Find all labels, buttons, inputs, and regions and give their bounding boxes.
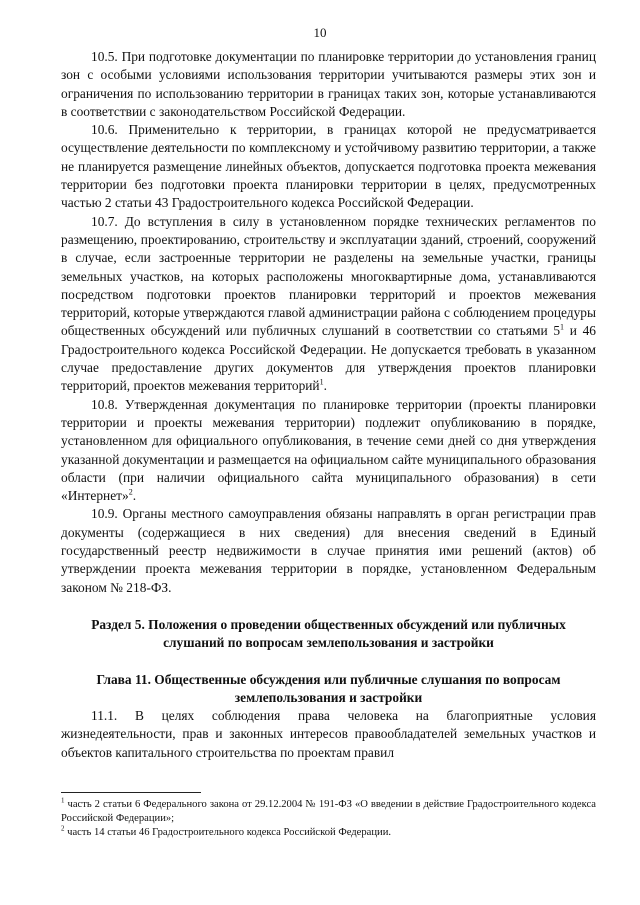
paragraph-10-8 — [61, 396, 596, 506]
section-heading: Раздел 5. Положения о проведении общественных обсуждений или публичных слушаний по вопросам землепользования и застройки — [91, 616, 566, 651]
footnote-2 — [61, 826, 596, 840]
footnote-divider — [61, 792, 201, 793]
footnote-text: часть 2 статьи 6 Федерального закона от 29.12.2004 № 191-ФЗ «О введении в действие Градостроительного кодекса Российской Федерации»; — [61, 799, 596, 824]
chapter-heading: Глава 11. Общественные обсуждения или публичные слушания по вопросам землепользования и застройки — [96, 671, 561, 705]
paragraph-10-9: 10.9. Органы местного самоуправления обязаны направлять в орган регистрации прав документы (содержащиеся в них сведения) для внесения сведений в Единый государственный реестр недвижимости в случае принятия ими решений (актов) об утверждении проекта межевания территории в порядке, установленном Федеральным законом № 218-ФЗ. — [61, 506, 596, 595]
footnote-ref: 1 — [560, 322, 565, 332]
footnote-mark: 2 — [61, 824, 65, 833]
paragraph-11-1: 11.1. В целях соблюдения права человека на благоприятные условия жизнедеятельности, прав и законных интересов правообладателей земельных участков и объектов капитального строительства по проектам правил — [61, 708, 596, 760]
paragraph-10-8-text-a: 10.8. Утвержденная документация по планировке территории (проекты планировки территории и проекты межевания территории) подлежит опубликованию в порядке, установленном для официального опубликования, в течение семи дней со дня утверждения указанной документации и размещается на официальном сайте муниципального образования области (при наличии официального сайта муниципального образования) в сети «Интернет» — [61, 396, 596, 504]
footnote-1 — [61, 798, 596, 826]
page-number: 10 — [313, 25, 327, 40]
footnote-ref: 2 — [128, 487, 133, 497]
paragraph-10-7-text-a: 10.7. До вступления в силу в установленном порядке технических регламентов по размещению, проектированию, строительству и эксплуатации зданий, строений, сооружений в случае, если застроенные территории не разделены на земельные участки, границы земельных участков, на которых расположены многоквартирные дома, устанавливаются посредством подготовки проектов планировки территорий и проектов межевания территорий, которые утверждаются главой администрации района с соблюдением процедуры общественных обсуждений или публичных слушаний в соответствии со статьями 5 — [61, 213, 596, 339]
footnotes — [61, 792, 596, 839]
document-body — [61, 48, 596, 762]
paragraph-10-6: 10.6. Применительно к территории, в границах которой не предусматривается осуществление деятельности по комплексному и устойчивому развитию территории, а также не планируется размещение линейных объектов, допускается подготовка проекта межевания территории без подготовки проекта планировки территории в целях, предусмотренных частью 2 статьи 43 Градостроительного кодекса Российской Федерации. — [61, 122, 596, 211]
paragraph-10-5: 10.5. При подготовке документации по планировке территории до установления границ зон с особыми условиями использования территории учитываются размеры этих зон и ограничения по использованию территории в границах таких зон, которые устанавливаются в соответствии с законодательством Российской Федерации. — [61, 49, 596, 119]
paragraph-10-7-text-b: и 46 Градостроительного кодекса Российской Федерации. Не допускается требовать в указанном случае предоставление других документов для утверждения проектов планировки территорий, проектов межевания территорий — [61, 323, 596, 394]
paragraph-10-7-text-c: . — [323, 378, 327, 394]
paragraph-10-8-text-b: . — [132, 488, 137, 504]
paragraph-10-7 — [61, 213, 596, 396]
footnote-ref: 1 — [319, 377, 324, 387]
footnote-text: часть 14 статьи 46 Градостроительного кодекса Российской Федерации. — [64, 826, 392, 838]
footnote-mark: 1 — [61, 796, 65, 805]
